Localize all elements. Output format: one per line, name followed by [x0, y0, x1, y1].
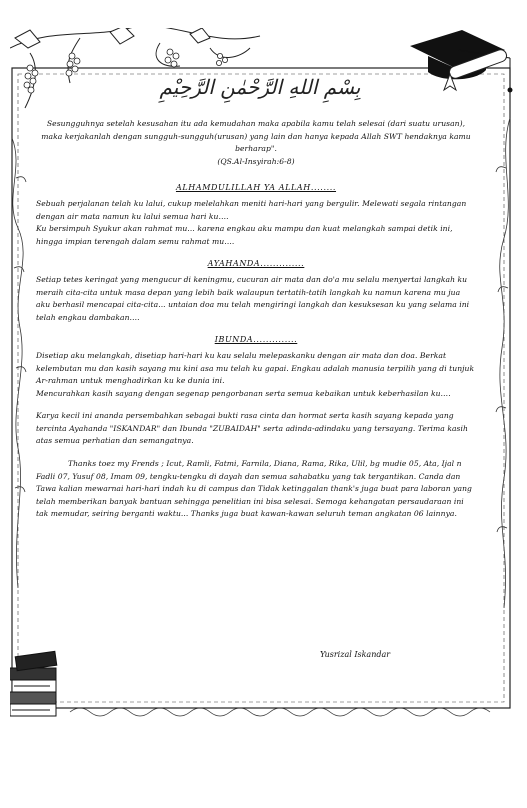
signature-name: Yusrizal Iskandar: [320, 650, 391, 659]
heading-alhamdulillah: ALHAMDULILLAH YA ALLAH........: [175, 183, 337, 193]
books-stack-icon: [10, 651, 57, 716]
dedication-content: [36, 118, 476, 521]
quote-source: (QS.Al-Insyirah:6-8): [217, 156, 295, 166]
paragraph-ayahanda: Setiap tetes keringat yang mengucur di keningmu, cucuran air mata dan do'a mu selalu menyertai langkah ku meraih cita-cita untuk masa depan yang lebih baik walaupun tertatih-tatih langkah ku namun karena mu jua aku berhasil mencapai cita-cita... untaian doa mu telah mengiringi langkah dan kesuksesan ku yang selama ini telah engkau dambakan….: [36, 274, 470, 322]
left-vine-ornament: [12, 138, 26, 588]
bottom-ornament: [70, 708, 490, 716]
paragraph-ibunda-2: Mencurahkan kasih sayang dengan segenap pengorbanan serta semua kebaikan untuk keberhasilan ku….: [36, 388, 451, 398]
heading-ayahanda: AYAHANDA..............: [207, 259, 305, 269]
bismillah-calligraphy: بِسْمِ اللهِ الرَّحْمٰنِ الرَّحِيْمِ: [159, 75, 361, 99]
right-vine-ornament: [496, 118, 510, 608]
paragraph-alhamdulillah-2: Ku bersimpuh Syukur akan rahmat mu… karena engkau aku mampu dan kuat melangkah sampai detik ini, hingga impian terengah dalam semu rahmat mu….: [36, 224, 453, 246]
heading-ibunda: IBUNDA..............: [214, 335, 298, 345]
paragraph-karya: Karya kecil ini ananda persembahkan sebagai bukti rasa cinta dan hormat serta kasih sayang kepada yang tercinta Ayahanda "ISKANDAR" dan Ibunda "ZUBAIDAH" serta adinda-adindaku yang tersayang. Terima kasih atas semua perhatian dan semangatnya.: [36, 411, 468, 446]
paragraph-alhamdulillah-1: Sebuah perjalanan telah ku lalui, cukup melelahkan meniti hari-hari yang bergulir. Melewati segala rintangan dengan air mata namun ku lalui semua hari ku….: [36, 198, 467, 221]
opening-quote: Sesungguhnya setelah kesusahan itu ada kemudahan maka apabila kamu telah selesai (dari suatu urusan), maka kerjakanlah dengan sungguh-sungguh(urusan) yang lain dan hanya kepada Allah SWT hendaknya kamu berharap".: [41, 119, 471, 154]
paragraph-thanks: Thanks toez my Frends ; Icut, Ramli, Fatmi, Farnila, Diana, Rama, Rika, Ulil, bg mudie 05, Ata, Ijal n Fadli 07, Yusuf 08, Imam 09, tengku-tengku di dayah dan semua sahabatku yang tak tergantikan. Canda dan Tawa kalian mewarnai hari-hari indah ku di campus dan Tidak ketinggalan thank's juga buat para laboran yang telah memberikan banyak bantuan sehingga penelitian ini bisa selesai. Semoga kehangatan persaudaraan ini tak memudar, seiring berganti waktu... Thanks juga buat kawan-kawan seluruh teman angkatan 06 lainnya.: [36, 459, 472, 519]
paragraph-ibunda-1: Disetiap aku melangkah, disetiap hari-hari ku kau selalu melepaskanku dengan air mata dan doa. Berkat kelembutan mu dan kasih sayang mu kini asa mu telah ku gapai. Engkau adalah manusia terpilih yang di tunjuk Ar-rahman untuk menghadirkan ku ke dunia ini.: [36, 350, 475, 386]
